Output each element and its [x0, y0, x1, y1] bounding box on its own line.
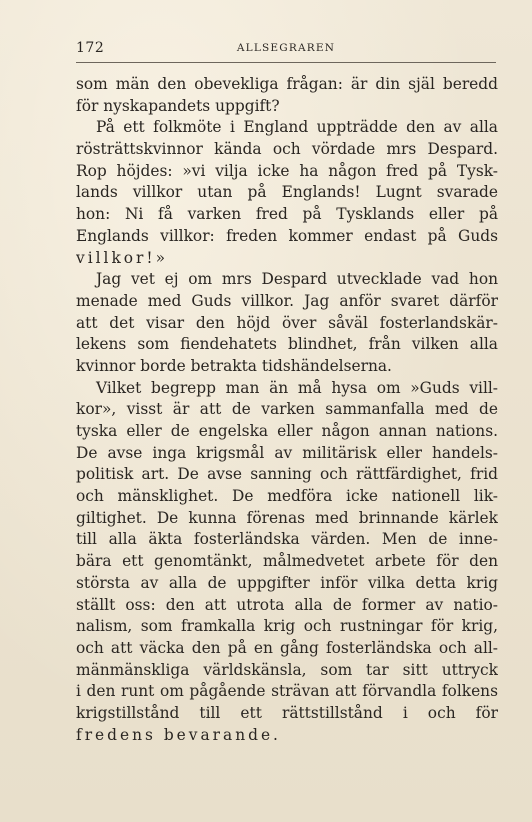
text-line: och mänsklighet. De medföra icke nationell lik- [76, 487, 498, 506]
text-line: fredens bevarande. [76, 725, 281, 744]
text-line: kor», visst är att de varken sammanfalla med de [76, 400, 498, 419]
body-text [76, 74, 498, 746]
text-line: Englands villkor: freden kommer endast på Guds [76, 226, 498, 245]
text-line: Rop höjdes: »vi vilja icke ha någon fred på Tysk- [76, 161, 498, 180]
text-line: lekens som fiendehatets blindhet, från vilken alla [76, 335, 498, 354]
text-line: krigstillstånd till ett rättstillstånd i och för [76, 703, 498, 722]
text-line: bära ett genomtänkt, målmedvetet arbete för den [76, 552, 498, 571]
text-line: Jag vet ej om mrs Despard utvecklade vad hon [96, 270, 498, 289]
text-line: hon: Ni få varken fred på Tysklands eller på [76, 205, 498, 224]
text-line: kvinnor borde betrakta tidshändelserna. [76, 356, 392, 375]
text-line: i den runt om pågående strävan att förvandla folkens [76, 682, 498, 701]
text-line: största av alla de uppgifter inför vilka detta krig [76, 573, 498, 592]
page-header [76, 40, 496, 62]
text-line: som män den obevekliga frågan: är din själ beredd [76, 75, 498, 93]
running-title: ALLSEGRAREN [236, 42, 336, 54]
text-line: nalism, som framkalla krig och rustningar för krig, [76, 617, 498, 636]
text-line: tyska eller de engelska eller någon annan nations. [76, 422, 498, 440]
text-line: Vilket begrepp man än må hysa om »Guds vill- [96, 378, 498, 397]
text-line: och att väcka den på en gång fosterländska och all- [76, 638, 498, 657]
page-number: 172 [76, 40, 105, 56]
text-line: På ett folkmöte i England uppträdde den av alla [96, 118, 498, 137]
text-line: ställt oss: den att utrota alla de former av natio- [76, 595, 498, 614]
text-line: att det visar den höjd över såväl fosterlandskär- [76, 313, 498, 332]
text-line: giltighet. De kunna förenas med brinnande kärlek [76, 508, 498, 527]
text-line: till alla äkta fosterländska värden. Men de inne- [76, 530, 498, 549]
text-line: politisk art. De avse sanning och rättfärdighet, frid [76, 465, 498, 484]
text-line: De avse inga krigsmål av militärisk eller handels- [76, 443, 498, 462]
text-line: menade med Guds villkor. Jag anför svaret därför [76, 291, 498, 310]
text-line: för nyskapandets uppgift? [76, 96, 280, 115]
text-line: villkor!» [76, 248, 169, 267]
text-line: rösträttskvinnor kända och vördade mrs Despard. [76, 140, 498, 159]
text-line: lands villkor utan på Englands! Lugnt svarade [76, 183, 498, 202]
text-line: mänmänskliga världskänsla, som tar sitt uttryck [76, 660, 498, 679]
header-rule [76, 62, 496, 63]
